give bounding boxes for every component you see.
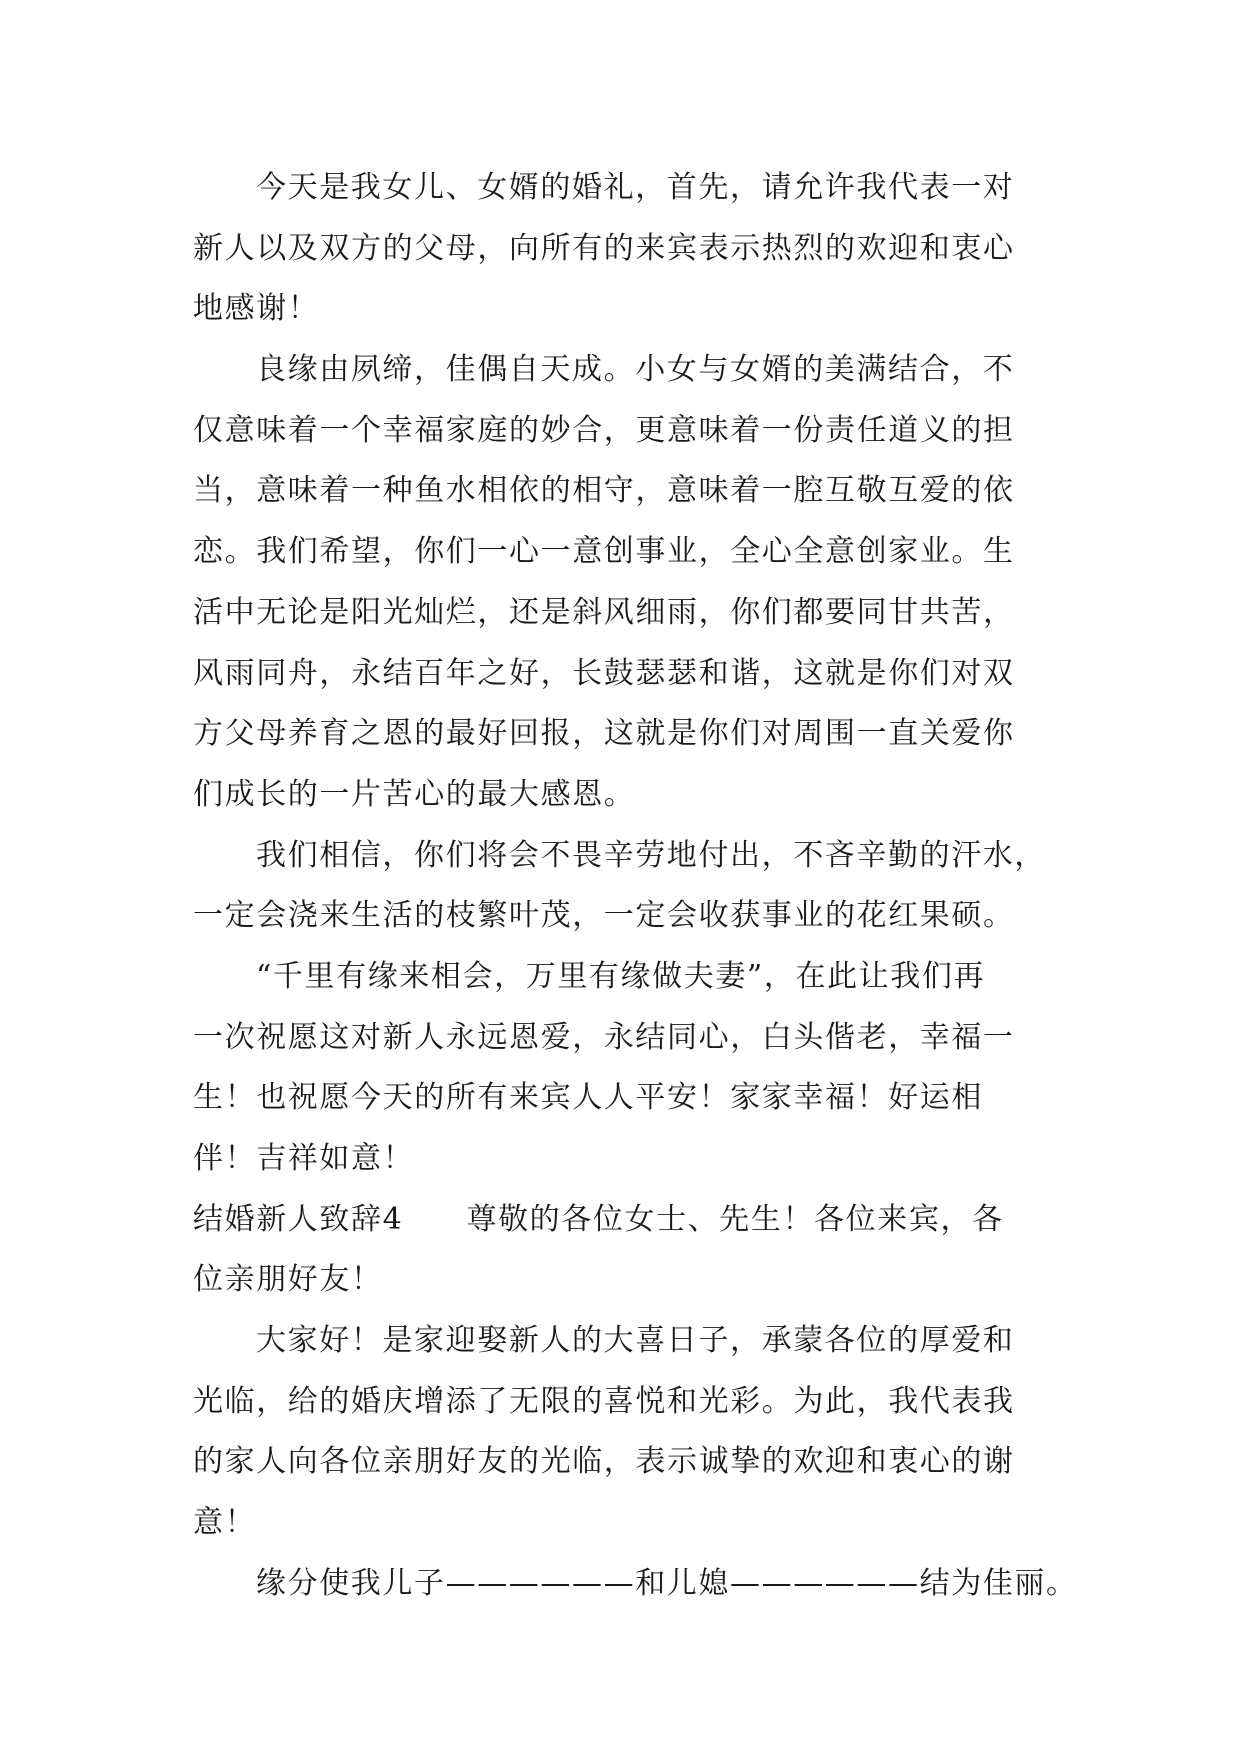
text-line: 方父母养育之恩的最好回报，这就是你们对周围一直关爱你 [193,716,1015,752]
text-line: 良缘由夙缔，佳偶自天成。小女与女婿的美满结合，不 [256,352,1015,388]
text-line: 恋。我们希望，你们一心一意创事业，全心全意创家业。生 [193,534,1015,570]
text-line: 们成长的一片苦心的最大感恩。 [193,776,636,812]
text-line: 活中无论是阳光灿烂，还是斜风细雨，你们都要同甘共苦， [193,594,1015,630]
text-line: 仅意味着一个幸福家庭的妙合，更意味着一份责任道义的担 [193,412,1015,448]
section-heading-line: 结婚新人致辞4 尊敬的各位女士、先生！各位来宾，各 [193,1201,1004,1237]
text-line: 今天是我女儿、女婿的婚礼，首先，请允许我代表一对 [256,170,1015,205]
text-line: “千里有缘来相会，万里有缘做夫妻”，在此让我们再 [256,958,986,994]
text-line: 一次祝愿这对新人永远恩爱，永结同心，白头偕老，幸福一 [193,1019,1015,1055]
text-line: 伴！吉祥如意！ [193,1141,415,1176]
text-line: 我们相信，你们将会不畏辛劳地付出，不吝辛勤的汗水， [256,837,1046,873]
text-line: 的家人向各位亲朋好友的光临，表示诚挚的欢迎和衷心的谢 [193,1444,1015,1480]
text-line: 位亲朋好友！ [193,1262,383,1298]
text-line: 当，意味着一种鱼水相依的相守，意味着一腔互敬互爱的依 [193,473,1015,509]
text-line: 新人以及双方的父母，向所有的来宾表示热烈的欢迎和衷心 [193,230,1015,266]
text-line: 一定会浇来生活的枝繁叶茂，一定会收获事业的花红果硕。 [193,898,1015,934]
text-line: 大家好！是家迎娶新人的大喜日子，承蒙各位的厚爱和 [256,1323,1015,1359]
text-line: 意！ [193,1505,257,1541]
text-line: 风雨同舟，永结百年之好，长鼓瑟瑟和谐，这就是你们对双 [193,655,1015,691]
text-line: 地感谢！ [193,291,320,327]
text-line: 缘分使我儿子——————和儿媳——————结为佳丽。 [256,1565,1078,1601]
document-body [193,158,1078,1615]
text-line: 光临，给的婚庆增添了无限的喜悦和光彩。为此，我代表我 [193,1383,1015,1419]
text-line: 生！也祝愿今天的所有来宾人人平安！家家幸福！好运相 [193,1080,983,1116]
